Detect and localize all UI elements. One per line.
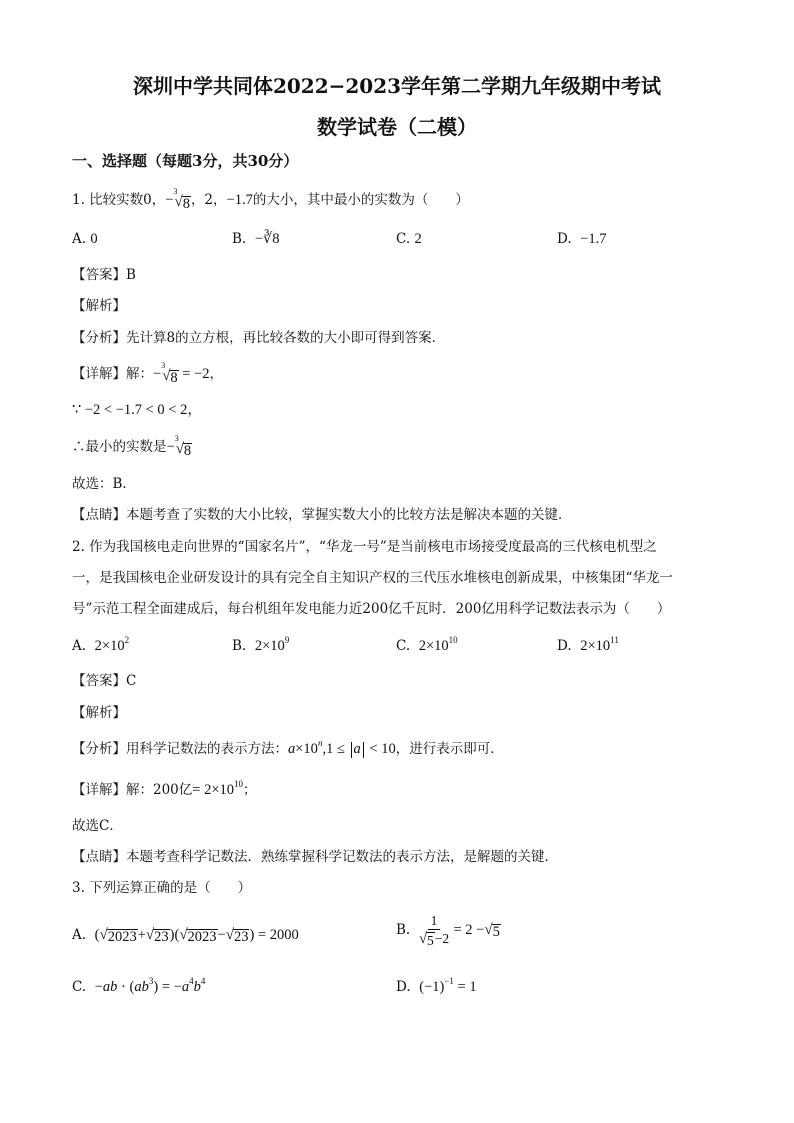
option-base: 2×10 bbox=[94, 638, 125, 654]
q2-fenxi bbox=[72, 739, 504, 759]
eq-value: = −2 bbox=[182, 366, 210, 382]
cbrt: 3 √ 8 bbox=[161, 366, 178, 386]
fenxi-tag: 【分析】 bbox=[72, 741, 126, 757]
option-exp: 2 bbox=[124, 635, 130, 646]
option-base: 2×10 bbox=[580, 638, 611, 654]
option-a-expr bbox=[95, 927, 299, 943]
option-value: 2 bbox=[414, 231, 422, 247]
option-value: −1.7 bbox=[580, 231, 607, 247]
option-value bbox=[254, 635, 290, 654]
cbrt-radicand: 8 bbox=[183, 443, 192, 459]
cond-left: ,1 ≤ bbox=[322, 741, 345, 757]
fenxi-pre: 用科学记数法的表示方法： bbox=[126, 741, 288, 757]
paren: ( bbox=[94, 927, 100, 943]
radicand: 2023 bbox=[187, 929, 217, 945]
option-label: B. bbox=[232, 231, 247, 247]
cbrt: 3 √ 8 bbox=[175, 439, 192, 459]
numerator: 1 bbox=[428, 912, 441, 930]
q2-dianjing bbox=[72, 847, 558, 867]
neg-sign: − bbox=[166, 439, 175, 455]
q2-stem-line3: 号”示范工程全面建成后，每台机组年发电能力近200亿千瓦时．200亿用科学记数法表示为（ ） bbox=[72, 601, 671, 617]
option-label: C. bbox=[396, 231, 411, 247]
q1-cbrt-radicand: 8 bbox=[182, 196, 190, 212]
q1-stem-post: 的大小，其中最小的实数为（ ） bbox=[252, 192, 469, 208]
q3-stem: 3. 下列运算正确的是（ ） bbox=[72, 880, 252, 896]
answer-tag: 【答案】 bbox=[72, 267, 126, 283]
option-label: D. bbox=[557, 638, 572, 654]
option-c-expr bbox=[94, 976, 206, 995]
exp: 4 bbox=[189, 976, 194, 987]
times-ten: ×10 bbox=[295, 741, 318, 757]
fenxi-tag: 【分析】 bbox=[72, 330, 126, 346]
var-a: a bbox=[288, 741, 296, 757]
option-label: A. bbox=[72, 927, 87, 943]
q1-stem-pre: 1. 比较实数0， bbox=[72, 192, 166, 208]
sqrt: √ 2023 bbox=[179, 927, 217, 945]
option-b-rhs bbox=[453, 922, 500, 938]
dot: · bbox=[121, 979, 126, 995]
exam-title: 深圳中学共同体2022−2023学年第二学期九年级期中考试 bbox=[132, 74, 662, 98]
eq: = − bbox=[161, 979, 182, 995]
neg-sign: − bbox=[153, 366, 162, 382]
q2-option-d bbox=[557, 636, 619, 656]
q1-xiangjie-expr bbox=[153, 361, 210, 386]
exp-n: n bbox=[317, 738, 323, 749]
therefore-expr bbox=[166, 434, 193, 459]
option-exp: 11 bbox=[610, 635, 619, 646]
cbrt-index: 3 bbox=[161, 361, 166, 370]
q2-option-b bbox=[232, 636, 289, 656]
option-d-expr bbox=[419, 976, 477, 995]
option-exp: 9 bbox=[284, 635, 290, 646]
radicand: 23 bbox=[233, 929, 249, 945]
option-value: 0 bbox=[90, 231, 98, 247]
q1-neg-cbrt bbox=[165, 187, 191, 212]
op: + bbox=[137, 927, 146, 943]
dianjing-tag: 【点睛】 bbox=[72, 507, 126, 523]
option-value bbox=[94, 635, 130, 654]
sqrt: √ 5 bbox=[418, 931, 434, 948]
option-base: 2×10 bbox=[254, 638, 285, 654]
q1-because-line: ∵ −2 < −1.7 < 0 < 2， bbox=[72, 402, 202, 418]
q1-cbrt: 3 √ 8 bbox=[173, 192, 190, 212]
option-label: B. bbox=[232, 638, 247, 654]
lparen: ( bbox=[129, 979, 135, 995]
eq: = 1 bbox=[457, 979, 477, 995]
exp: 3 bbox=[148, 976, 154, 987]
option-label: A. bbox=[72, 231, 87, 247]
xiangjie-tag: 【详解】 bbox=[72, 782, 126, 798]
paren-eq: ) = 2000 bbox=[249, 927, 299, 943]
option-value: −∛8 bbox=[254, 231, 280, 247]
option-label: D. bbox=[396, 979, 411, 995]
q3-option-b bbox=[396, 912, 501, 948]
var-b: b bbox=[193, 979, 201, 995]
q3-option-a bbox=[72, 925, 299, 945]
eq-exp: 10 bbox=[234, 779, 244, 790]
answer-value: C bbox=[126, 673, 137, 689]
q1-fenxi bbox=[72, 328, 445, 348]
q1-analysis-tag: 【解析】 bbox=[72, 298, 126, 314]
xiangjie-pre: 解： bbox=[126, 366, 153, 382]
sqrt: √ 2023 bbox=[99, 927, 137, 945]
fenxi-formula bbox=[288, 738, 396, 757]
q1-therefore-line bbox=[72, 434, 192, 459]
radicand: 23 bbox=[154, 929, 169, 945]
fenxi-text: 先计算8的立方根，再比较各数的大小即可得到答案． bbox=[126, 330, 446, 346]
q2-stem-line2: 一，是我国核电企业研发设计的具有完全自主知识产权的三代压水堆核电创新成果，中核集团“华龙一 bbox=[72, 570, 673, 586]
denominator bbox=[419, 930, 449, 948]
fenxi-post: ，进行表示即可． bbox=[395, 741, 504, 757]
q1-stem-mid: ，2， bbox=[190, 192, 227, 208]
radicand: 5 bbox=[427, 933, 434, 948]
q1-stem-val: −1.7 bbox=[226, 192, 253, 208]
option-value bbox=[580, 635, 619, 654]
q2-xiangjie bbox=[72, 780, 257, 800]
q2-stem-line1: 2. 作为我国核电走向世界的“国家名片”，“华龙一号”是当前核电市场接受度最高的三代核电机型之 bbox=[72, 539, 657, 555]
option-label: D. bbox=[557, 231, 572, 247]
q2-option-a bbox=[72, 636, 129, 656]
xiangjie-post: ； bbox=[243, 782, 257, 798]
xiangjie-expr bbox=[192, 779, 244, 798]
therefore-pre: ∴最小的实数是 bbox=[72, 439, 167, 455]
q1-option-d bbox=[557, 229, 607, 249]
option-label: B. bbox=[396, 922, 411, 938]
q2-analysis-tag: 【解析】 bbox=[72, 705, 126, 721]
q1-neg-sign: − bbox=[165, 192, 174, 208]
option-base: 2×10 bbox=[418, 638, 449, 654]
q1-option-b bbox=[232, 229, 279, 249]
dianjing-tag: 【点睛】 bbox=[72, 849, 126, 865]
xiangjie-tag: 【详解】 bbox=[72, 366, 126, 382]
q2-choose: 故选C． bbox=[72, 818, 123, 834]
radicand: 5 bbox=[492, 924, 500, 940]
abs-a: a bbox=[353, 741, 361, 757]
q2-option-c bbox=[396, 636, 458, 656]
answer-tag: 【答案】 bbox=[72, 673, 126, 689]
dianjing-text: 本题考查科学记数法．熟练掌握科学记数法的表示方法，是解题的关键． bbox=[126, 849, 558, 865]
dianjing-text: 本题考查了实数的大小比较，掌握实数大小的比较方法是解决本题的关键． bbox=[126, 507, 572, 523]
exp: −1 bbox=[444, 976, 454, 987]
q1-cbrt-index: 3 bbox=[173, 187, 178, 196]
q1-option-a bbox=[72, 229, 98, 249]
option-label: A. bbox=[72, 638, 87, 654]
op: − bbox=[217, 927, 226, 943]
option-value bbox=[418, 635, 458, 654]
rparen: ) bbox=[153, 979, 159, 995]
eq-base: = 2×10 bbox=[192, 782, 235, 798]
cbrt-radicand: 8 bbox=[170, 370, 178, 386]
radicand: 2023 bbox=[107, 929, 137, 945]
xiangjie-pre: 解：200亿 bbox=[126, 782, 193, 798]
q2-answer bbox=[72, 671, 136, 691]
xiangjie-post: ， bbox=[209, 366, 224, 382]
q3-option-c bbox=[72, 977, 205, 997]
option-label: C. bbox=[396, 638, 411, 654]
sqrt: √ 5 bbox=[484, 922, 500, 940]
q1-choose: 故选：B． bbox=[72, 476, 136, 492]
sqrt: √ 23 bbox=[225, 927, 249, 945]
q1-stem bbox=[72, 187, 469, 212]
q1-option-c bbox=[396, 229, 422, 249]
section-heading: 一、选择题（每题3分，共30分） bbox=[72, 152, 299, 170]
q1-xiangjie bbox=[72, 361, 224, 386]
ab: ab bbox=[134, 979, 149, 995]
cbrt-index: 3 bbox=[174, 434, 179, 443]
exp: 4 bbox=[200, 976, 206, 987]
q1-answer bbox=[72, 265, 136, 285]
base: (−1) bbox=[419, 979, 445, 995]
den-tail: −2 bbox=[434, 931, 450, 946]
answer-value: B bbox=[126, 267, 136, 283]
var-a: a bbox=[181, 979, 190, 995]
cond-right: < 10 bbox=[369, 741, 396, 757]
ab: ab bbox=[102, 979, 118, 995]
sqrt: √ 23 bbox=[145, 927, 169, 945]
eq: = 2 − bbox=[453, 922, 485, 938]
paren: )( bbox=[169, 927, 180, 943]
exam-subtitle: 数学试卷（二模） bbox=[317, 115, 477, 139]
fraction bbox=[419, 912, 449, 948]
option-exp: 10 bbox=[448, 635, 458, 646]
neg: − bbox=[94, 979, 103, 995]
q1-dianjing bbox=[72, 505, 572, 525]
q3-option-d bbox=[396, 977, 477, 997]
option-label: C. bbox=[72, 979, 87, 995]
